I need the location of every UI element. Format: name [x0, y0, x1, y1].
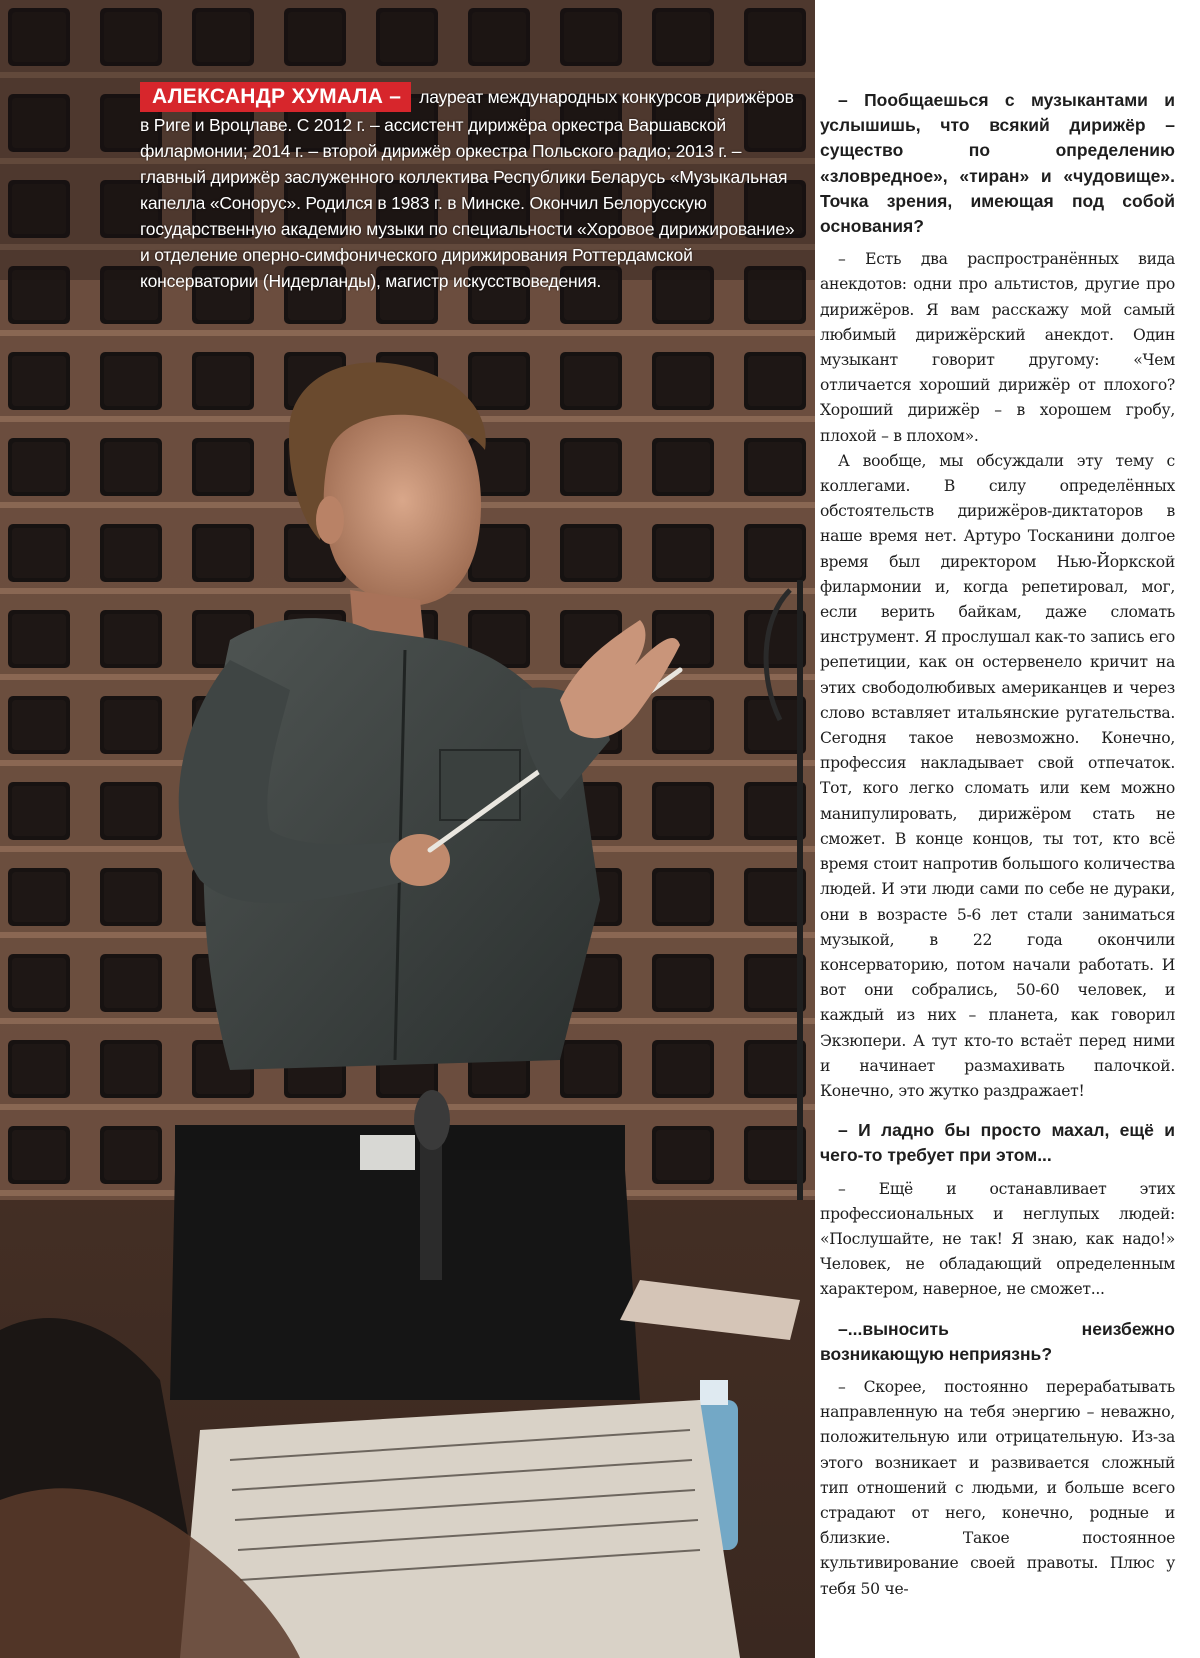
article-column — [820, 88, 1175, 1602]
caption-text: лауреат международных конкурсов дирижёров в Риге и Вроцлаве. С 2012 г. – ассистент дирижёра оркестра Варшавской филармонии; 2014 г. – второй дирижёр оркестра Польского радио; 2013 г. – главный дирижёр заслуженного коллектива Республики Беларусь «Музыкальная капелла «Сонорус». Родился в 1983 г. в Минске. Окончил Белорусскую государственную академию музыки по специальности «Хоровое дирижирование» и отделение оперно-симфонического дирижирования Роттердамской консерватории (Нидерланды), магистр искусствоведения. — [140, 87, 795, 291]
name-tag: АЛЕКСАНДР ХУМАЛА – — [140, 82, 411, 112]
question-3: –...выносить неизбежно возникающую неприязнь? — [820, 1318, 1175, 1364]
answer-2: – Ещё и останавливает этих профессиональных и неглупых людей: «Послушайте, не так! Я знаю, как надо!» Человек, не обладающий определенным характером, наверное, не сможет... — [820, 1179, 1175, 1299]
photo-caption — [140, 82, 800, 294]
answer-3: – Скорее, постоянно перерабатывать направленную на тебя энергию – неважно, положительную или отрицательную. Из-за этого возникает и развивается сложный тип отношений с людьми, и больше всего страдают от него, конечно, родные и близкие. Такое постоянное культивирование своей правоты. Плюс у тебя 50 че- — [820, 1377, 1175, 1598]
answer-1-paragraph-2: А вообще, мы обсуждали эту тему с коллегами. В силу определённых обстоятельств дирижёров-диктаторов в наше время нет. Артуро Тосканини долгое время был директором Нью-Йоркской филармонии и, когда репетировал, мог, если верить байкам, даже сломать инструмент. Я прослушал как-то запись его репетиции, как он остервенело кричит на этих свободолюбивых американцев и через слово вставляет итальянские ругательства. Сегодня такое невозможно. Конечно, профессия накладывает свой отпечаток. Тот, кого легко сломать или кем можно манипулировать, дирижёром стать не сможет. В конце концов, ты тот, кто всё время стоит напротив большого количества людей. И эти люди сами по себе не дураки, они в возрасте 5-6 лет стали заниматься музыкой, в 22 года окончили консерваторию, потом начали работать. И вот они собрались, 50-60 человек, и каждый из них – планета, как говорил Экзюпери. А тут кто-то встаёт перед ними и начинает размахивать палочкой. Конечно, это жутко раздражает! — [820, 451, 1175, 1100]
question-1: – Пообщаешься с музыкантами и услышишь, что всякий дирижёр – существо по определению «зловредное», «тиран» и «чудовище». Точка зрения, имеющая под собой основания? — [820, 90, 1175, 237]
question-2: – И ладно бы просто махал, ещё и чего-то требует при этом... — [820, 1120, 1175, 1166]
answer-1-paragraph-1: – Есть два распространённых вида анекдотов: одни про альтистов, другие про дирижёров. Я вам расскажу мой самый любимый дирижёрский анекдот. Один музыкант говорит другому: «Чем отличается хороший дирижёр от плохого? Хороший дирижёр – в хорошем гробу, плохой – в плохом». — [820, 250, 1175, 445]
